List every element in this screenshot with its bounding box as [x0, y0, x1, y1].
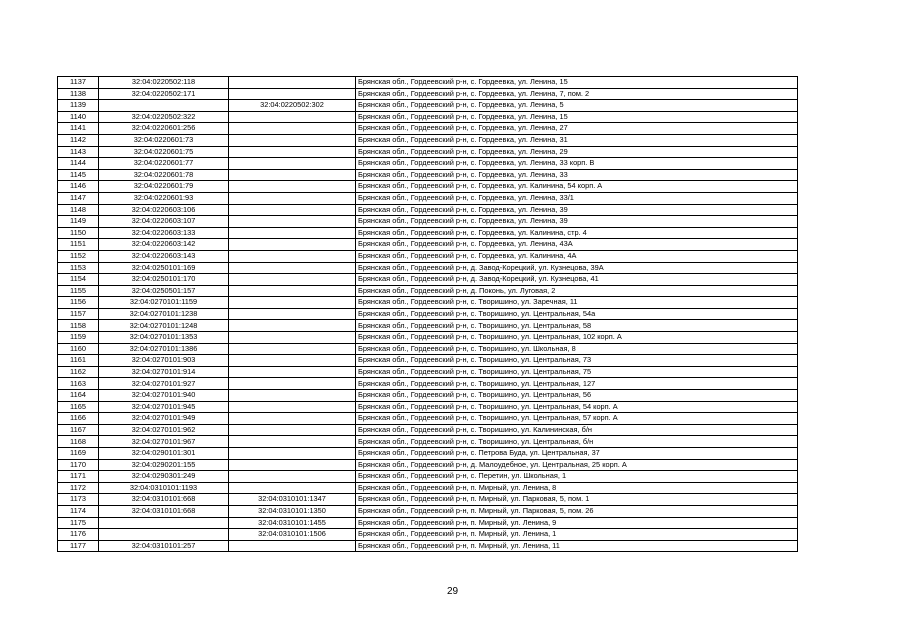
address-cell: Брянская обл., Гордеевский р-н, п. Мирный, ул. Ленина, 9 [356, 517, 798, 529]
cadastral-number-cell: 32:04:0220603:133 [99, 227, 229, 239]
related-cadastral-number-cell [229, 146, 356, 158]
table-row [58, 320, 798, 332]
table-row [58, 192, 798, 204]
cadastral-number-cell: 32:04:0250101:169 [99, 262, 229, 274]
row-number-cell: 1159 [58, 332, 99, 344]
related-cadastral-number-cell [229, 77, 356, 89]
table-row [58, 471, 798, 483]
table-row [58, 378, 798, 390]
records-table [57, 76, 798, 552]
table-row [58, 401, 798, 413]
table-row [58, 482, 798, 494]
address-cell: Брянская обл., Гордеевский р-н, п. Мирный, ул. Ленина, 8 [356, 482, 798, 494]
related-cadastral-number-cell [229, 181, 356, 193]
row-number-cell: 1177 [58, 540, 99, 552]
related-cadastral-number-cell [229, 123, 356, 135]
table-row [58, 274, 798, 286]
row-number-cell: 1149 [58, 216, 99, 228]
row-number-cell: 1174 [58, 505, 99, 517]
table-row [58, 390, 798, 402]
address-cell: Брянская обл., Гордеевский р-н, д. Завод-Корецкий, ул. Кузнецова, 41 [356, 274, 798, 286]
table-row [58, 239, 798, 251]
table-row [58, 111, 798, 123]
cadastral-number-cell: 32:04:0220603:106 [99, 204, 229, 216]
address-cell: Брянская обл., Гордеевский р-н, с. Творишино, ул. Калининская, б/н [356, 424, 798, 436]
cadastral-number-cell: 32:04:0290101:301 [99, 448, 229, 460]
cadastral-number-cell: 32:04:0220502:322 [99, 111, 229, 123]
address-cell: Брянская обл., Гордеевский р-н, с. Гордеевка, ул. Ленина, 39 [356, 216, 798, 228]
address-cell: Брянская обл., Гордеевский р-н, с. Творишино, ул. Заречная, 11 [356, 297, 798, 309]
related-cadastral-number-cell [229, 366, 356, 378]
page-number: 29 [446, 586, 459, 597]
row-number-cell: 1161 [58, 355, 99, 367]
cadastral-number-cell: 32:04:0220502:171 [99, 88, 229, 100]
related-cadastral-number-cell [229, 482, 356, 494]
related-cadastral-number-cell [229, 459, 356, 471]
table-row [58, 227, 798, 239]
row-number-cell: 1158 [58, 320, 99, 332]
related-cadastral-number-cell [229, 355, 356, 367]
cadastral-number-cell: 32:04:0270101:927 [99, 378, 229, 390]
address-cell: Брянская обл., Гордеевский р-н, с. Гордеевка, ул. Ленина, 15 [356, 111, 798, 123]
table-row [58, 494, 798, 506]
related-cadastral-number-cell [229, 285, 356, 297]
address-cell: Брянская обл., Гордеевский р-н, с. Творишино, ул. Школьная, 8 [356, 343, 798, 355]
table-row [58, 250, 798, 262]
related-cadastral-number-cell [229, 332, 356, 344]
row-number-cell: 1173 [58, 494, 99, 506]
related-cadastral-number-cell [229, 204, 356, 216]
table-row [58, 436, 798, 448]
row-number-cell: 1155 [58, 285, 99, 297]
address-cell: Брянская обл., Гордеевский р-н, с. Гордеевка, ул. Ленина, 29 [356, 146, 798, 158]
cadastral-number-cell [99, 100, 229, 112]
related-cadastral-number-cell [229, 413, 356, 425]
related-cadastral-number-cell [229, 216, 356, 228]
row-number-cell: 1146 [58, 181, 99, 193]
related-cadastral-number-cell: 32:04:0310101:1506 [229, 529, 356, 541]
related-cadastral-number-cell [229, 448, 356, 460]
related-cadastral-number-cell [229, 390, 356, 402]
address-cell: Брянская обл., Гордеевский р-н, с. Гордеевка, ул. Калинина, стр. 4 [356, 227, 798, 239]
address-cell: Брянская обл., Гордеевский р-н, с. Гордеевка, ул. Калинина, 54 корп. А [356, 181, 798, 193]
address-cell: Брянская обл., Гордеевский р-н, п. Мирный, ул. Парковая, 5, пом. 26 [356, 505, 798, 517]
address-cell: Брянская обл., Гордеевский р-н, с. Творишино, ул. Центральная, 102 корп. А [356, 332, 798, 344]
address-cell: Брянская обл., Гордеевский р-н, с. Гордеевка, ул. Ленина, 33 корп. В [356, 158, 798, 170]
row-number-cell: 1166 [58, 413, 99, 425]
cadastral-number-cell: 32:04:0270101:1248 [99, 320, 229, 332]
address-cell: Брянская обл., Гордеевский р-н, с. Творишино, ул. Центральная, 58 [356, 320, 798, 332]
row-number-cell: 1165 [58, 401, 99, 413]
cadastral-number-cell: 32:04:0220601:78 [99, 169, 229, 181]
row-number-cell: 1157 [58, 308, 99, 320]
cadastral-number-cell: 32:04:0220603:107 [99, 216, 229, 228]
related-cadastral-number-cell: 32:04:0310101:1347 [229, 494, 356, 506]
table-row [58, 134, 798, 146]
table-row [58, 332, 798, 344]
table-row [58, 343, 798, 355]
address-cell: Брянская обл., Гордеевский р-н, с. Гордеевка, ул. Калинина, 4А [356, 250, 798, 262]
related-cadastral-number-cell [229, 169, 356, 181]
address-cell: Брянская обл., Гордеевский р-н, с. Гордеевка, ул. Ленина, 15 [356, 77, 798, 89]
cadastral-number-cell: 32:04:0250101:170 [99, 274, 229, 286]
row-number-cell: 1148 [58, 204, 99, 216]
row-number-cell: 1144 [58, 158, 99, 170]
related-cadastral-number-cell [229, 239, 356, 251]
cadastral-number-cell: 32:04:0310101:668 [99, 494, 229, 506]
cadastral-number-cell: 32:04:0270101:1238 [99, 308, 229, 320]
cadastral-number-cell: 32:04:0220603:142 [99, 239, 229, 251]
row-number-cell: 1151 [58, 239, 99, 251]
row-number-cell: 1140 [58, 111, 99, 123]
cadastral-number-cell: 32:04:0270101:1386 [99, 343, 229, 355]
address-cell: Брянская обл., Гордеевский р-н, с. Творишино, ул. Центральная, 56 [356, 390, 798, 402]
address-cell: Брянская обл., Гордеевский р-н, с. Гордеевка, ул. Ленина, 43А [356, 239, 798, 251]
row-number-cell: 1142 [58, 134, 99, 146]
row-number-cell: 1153 [58, 262, 99, 274]
address-cell: Брянская обл., Гордеевский р-н, с. Гордеевка, ул. Ленина, 27 [356, 123, 798, 135]
address-cell: Брянская обл., Гордеевский р-н, п. Мирный, ул. Парковая, 5, пом. 1 [356, 494, 798, 506]
table-row [58, 158, 798, 170]
address-cell: Брянская обл., Гордеевский р-н, д. Поконь, ул. Луговая, 2 [356, 285, 798, 297]
row-number-cell: 1169 [58, 448, 99, 460]
related-cadastral-number-cell [229, 111, 356, 123]
table-row [58, 297, 798, 309]
row-number-cell: 1147 [58, 192, 99, 204]
row-number-cell: 1156 [58, 297, 99, 309]
address-cell: Брянская обл., Гордеевский р-н, с. Творишино, ул. Центральная, 75 [356, 366, 798, 378]
table-row [58, 204, 798, 216]
row-number-cell: 1170 [58, 459, 99, 471]
related-cadastral-number-cell [229, 192, 356, 204]
address-cell: Брянская обл., Гордеевский р-н, с. Гордеевка, ул. Ленина, 31 [356, 134, 798, 146]
table-row [58, 366, 798, 378]
cadastral-number-cell: 32:04:0310101:668 [99, 505, 229, 517]
related-cadastral-number-cell [229, 274, 356, 286]
row-number-cell: 1162 [58, 366, 99, 378]
table-row [58, 355, 798, 367]
address-cell: Брянская обл., Гордеевский р-н, с. Творишино, ул. Центральная, 54а [356, 308, 798, 320]
row-number-cell: 1137 [58, 77, 99, 89]
related-cadastral-number-cell [229, 227, 356, 239]
table-row [58, 88, 798, 100]
related-cadastral-number-cell [229, 436, 356, 448]
related-cadastral-number-cell [229, 540, 356, 552]
table-row [58, 181, 798, 193]
table-row [58, 459, 798, 471]
related-cadastral-number-cell [229, 401, 356, 413]
row-number-cell: 1160 [58, 343, 99, 355]
related-cadastral-number-cell: 32:04:0220502:302 [229, 100, 356, 112]
address-cell: Брянская обл., Гордеевский р-н, с. Творишино, ул. Центральная, 54 корп. А [356, 401, 798, 413]
address-cell: Брянская обл., Гордеевский р-н, с. Гордеевка, ул. Ленина, 39 [356, 204, 798, 216]
related-cadastral-number-cell: 32:04:0310101:1350 [229, 505, 356, 517]
address-cell: Брянская обл., Гордеевский р-н, п. Мирный, ул. Ленина, 1 [356, 529, 798, 541]
row-number-cell: 1145 [58, 169, 99, 181]
row-number-cell: 1167 [58, 424, 99, 436]
related-cadastral-number-cell [229, 297, 356, 309]
related-cadastral-number-cell [229, 158, 356, 170]
cadastral-number-cell: 32:04:0270101:962 [99, 424, 229, 436]
table-row [58, 505, 798, 517]
cadastral-number-cell: 32:04:0270101:1353 [99, 332, 229, 344]
row-number-cell: 1139 [58, 100, 99, 112]
cadastral-number-cell: 32:04:0270101:914 [99, 366, 229, 378]
cadastral-number-cell [99, 529, 229, 541]
cadastral-number-cell: 32:04:0220502:118 [99, 77, 229, 89]
row-number-cell: 1138 [58, 88, 99, 100]
cadastral-number-cell: 32:04:0270101:945 [99, 401, 229, 413]
row-number-cell: 1141 [58, 123, 99, 135]
address-cell: Брянская обл., Гордеевский р-н, с. Петрова Буда, ул. Центральная, 37 [356, 448, 798, 460]
cadastral-number-cell: 32:04:0270101:949 [99, 413, 229, 425]
table-row [58, 529, 798, 541]
table-row [58, 308, 798, 320]
cadastral-number-cell: 32:04:0290201:155 [99, 459, 229, 471]
table-row [58, 169, 798, 181]
row-number-cell: 1168 [58, 436, 99, 448]
address-cell: Брянская обл., Гордеевский р-н, с. Творишино, ул. Центральная, 127 [356, 378, 798, 390]
cadastral-number-cell: 32:04:0310101:1193 [99, 482, 229, 494]
cadastral-number-cell: 32:04:0250501:157 [99, 285, 229, 297]
cadastral-number-cell: 32:04:0220601:79 [99, 181, 229, 193]
cadastral-number-cell: 32:04:0220601:256 [99, 123, 229, 135]
related-cadastral-number-cell [229, 320, 356, 332]
address-cell: Брянская обл., Гордеевский р-н, п. Мирный, ул. Ленина, 11 [356, 540, 798, 552]
row-number-cell: 1154 [58, 274, 99, 286]
table-row [58, 146, 798, 158]
table-row [58, 540, 798, 552]
related-cadastral-number-cell [229, 343, 356, 355]
table-row [58, 77, 798, 89]
table-row [58, 262, 798, 274]
related-cadastral-number-cell: 32:04:0310101:1455 [229, 517, 356, 529]
address-cell: Брянская обл., Гордеевский р-н, с. Гордеевка, ул. Ленина, 33 [356, 169, 798, 181]
address-cell: Брянская обл., Гордеевский р-н, с. Творишино, ул. Центральная, б/н [356, 436, 798, 448]
address-cell: Брянская обл., Гордеевский р-н, с. Творишино, ул. Центральная, 57 корп. А [356, 413, 798, 425]
table-row [58, 216, 798, 228]
table-row [58, 448, 798, 460]
related-cadastral-number-cell [229, 471, 356, 483]
cadastral-number-cell: 32:04:0220603:143 [99, 250, 229, 262]
row-number-cell: 1143 [58, 146, 99, 158]
cadastral-number-cell: 32:04:0270101:967 [99, 436, 229, 448]
row-number-cell: 1164 [58, 390, 99, 402]
address-cell: Брянская обл., Гордеевский р-н, с. Перетин, ул. Школьная, 1 [356, 471, 798, 483]
records-table-body [58, 77, 798, 552]
table-row [58, 100, 798, 112]
address-cell: Брянская обл., Гордеевский р-н, д. Завод-Корецкий, ул. Кузнецова, 39А [356, 262, 798, 274]
table-row [58, 517, 798, 529]
table-row [58, 285, 798, 297]
address-cell: Брянская обл., Гордеевский р-н, с. Гордеевка, ул. Ленина, 7, пом. 2 [356, 88, 798, 100]
cadastral-number-cell: 32:04:0220601:93 [99, 192, 229, 204]
row-number-cell: 1172 [58, 482, 99, 494]
cadastral-number-cell: 32:04:0290301:249 [99, 471, 229, 483]
cadastral-number-cell: 32:04:0270101:903 [99, 355, 229, 367]
related-cadastral-number-cell [229, 250, 356, 262]
row-number-cell: 1150 [58, 227, 99, 239]
related-cadastral-number-cell [229, 134, 356, 146]
related-cadastral-number-cell [229, 88, 356, 100]
address-cell: Брянская обл., Гордеевский р-н, с. Гордеевка, ул. Ленина, 5 [356, 100, 798, 112]
related-cadastral-number-cell [229, 378, 356, 390]
address-cell: Брянская обл., Гордеевский р-н, с. Творишино, ул. Центральная, 73 [356, 355, 798, 367]
cadastral-number-cell: 32:04:0220601:77 [99, 158, 229, 170]
cadastral-number-cell: 32:04:0270101:940 [99, 390, 229, 402]
cadastral-number-cell: 32:04:0310101:257 [99, 540, 229, 552]
table-row [58, 413, 798, 425]
row-number-cell: 1152 [58, 250, 99, 262]
related-cadastral-number-cell [229, 424, 356, 436]
table-row [58, 123, 798, 135]
table-row [58, 424, 798, 436]
related-cadastral-number-cell [229, 262, 356, 274]
cadastral-number-cell: 32:04:0220601:75 [99, 146, 229, 158]
row-number-cell: 1175 [58, 517, 99, 529]
row-number-cell: 1176 [58, 529, 99, 541]
row-number-cell: 1163 [58, 378, 99, 390]
row-number-cell: 1171 [58, 471, 99, 483]
address-cell: Брянская обл., Гордеевский р-н, с. Гордеевка, ул. Ленина, 33/1 [356, 192, 798, 204]
address-cell: Брянская обл., Гордеевский р-н, д. Малоудебное, ул. Центральная, 25 корп. А [356, 459, 798, 471]
related-cadastral-number-cell [229, 308, 356, 320]
cadastral-number-cell: 32:04:0220601:73 [99, 134, 229, 146]
cadastral-number-cell [99, 517, 229, 529]
cadastral-number-cell: 32:04:0270101:1159 [99, 297, 229, 309]
